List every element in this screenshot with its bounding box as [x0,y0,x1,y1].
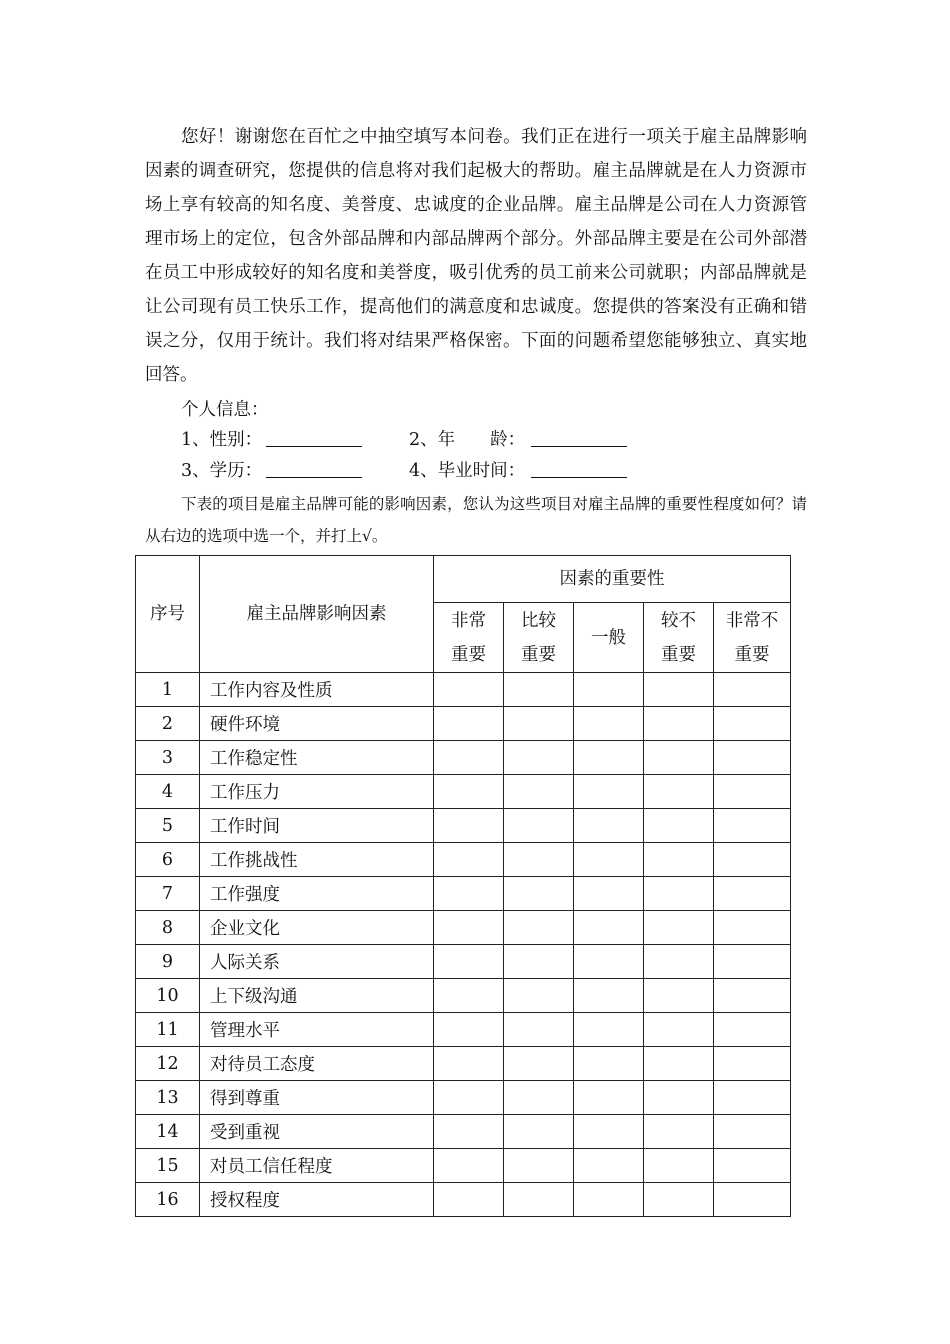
row-factor: 对员工信任程度 [200,1149,434,1183]
rating-cell[interactable] [644,979,714,1013]
rating-cell[interactable] [434,673,504,707]
header-level-1 [434,603,504,673]
rating-cell[interactable] [714,741,791,775]
row-number: 13 [136,1081,200,1115]
rating-cell[interactable] [504,1115,574,1149]
header-level-text: 重要 [734,644,770,665]
table-row [136,945,791,979]
rating-cell[interactable] [504,979,574,1013]
table-row [136,1013,791,1047]
rating-cell[interactable] [504,1047,574,1081]
rating-cell[interactable] [574,707,644,741]
table-row [136,877,791,911]
rating-cell[interactable] [504,741,574,775]
header-level-4 [644,603,714,673]
rating-cell[interactable] [714,979,791,1013]
row-factor: 工作压力 [200,775,434,809]
table-row [136,1081,791,1115]
header-no: 序号 [136,556,200,673]
table-row [136,707,791,741]
rating-cell[interactable] [714,945,791,979]
row-number: 15 [136,1149,200,1183]
rating-cell[interactable] [574,1047,644,1081]
rating-cell[interactable] [504,1081,574,1115]
table-row [136,673,791,707]
rating-cell[interactable] [434,1081,504,1115]
rating-cell[interactable] [504,911,574,945]
rating-cell[interactable] [574,741,644,775]
rating-cell[interactable] [714,877,791,911]
rating-cell[interactable] [504,843,574,877]
rating-cell[interactable] [434,1115,504,1149]
rating-cell[interactable] [434,843,504,877]
rating-cell[interactable] [714,673,791,707]
rating-cell[interactable] [714,1047,791,1081]
header-level-text: 比较 [521,610,556,631]
row-number: 8 [136,911,200,945]
table-row [136,809,791,843]
row-factor: 授权程度 [200,1183,434,1217]
personal-info-title: 个人信息： [181,400,269,420]
rating-cell[interactable] [504,707,574,741]
rating-cell[interactable] [434,979,504,1013]
rating-cell[interactable] [434,1047,504,1081]
rating-cell[interactable] [504,1183,574,1217]
table-row [136,911,791,945]
rating-cell[interactable] [434,1013,504,1047]
rating-cell[interactable] [714,707,791,741]
row-factor: 上下级沟通 [200,979,434,1013]
row-number: 7 [136,877,200,911]
table-row [136,1149,791,1183]
row-number: 14 [136,1115,200,1149]
age-row [409,425,627,455]
rating-cell[interactable] [714,1183,791,1217]
row-factor: 工作内容及性质 [200,673,434,707]
row-factor: 工作强度 [200,877,434,911]
rating-cell[interactable] [644,741,714,775]
row-number: 16 [136,1183,200,1217]
rating-cell[interactable] [434,775,504,809]
rating-cell[interactable] [644,911,714,945]
education-label: 3、学历： [181,461,263,481]
row-number: 11 [136,1013,200,1047]
rating-cell[interactable] [644,1183,714,1217]
table-row [136,1115,791,1149]
factor-table [135,555,791,1217]
rating-cell[interactable] [434,1183,504,1217]
header-importance: 因素的重要性 [434,556,791,603]
rating-cell[interactable] [434,911,504,945]
rating-cell[interactable] [574,979,644,1013]
rating-cell[interactable] [714,843,791,877]
row-number: 2 [136,707,200,741]
table-row [136,775,791,809]
rating-cell[interactable] [644,1047,714,1081]
header-level-2 [504,603,574,673]
rating-cell[interactable] [434,809,504,843]
header-level-text: 重要 [451,644,486,665]
rating-cell[interactable] [714,1013,791,1047]
rating-cell[interactable] [434,707,504,741]
rating-cell[interactable] [574,775,644,809]
gender-row [181,425,362,455]
rating-cell[interactable] [574,843,644,877]
rating-cell[interactable] [504,775,574,809]
header-level-5 [714,603,791,673]
row-number: 6 [136,843,200,877]
age-blank[interactable] [531,428,627,447]
rating-cell[interactable] [644,1081,714,1115]
rating-cell[interactable] [644,945,714,979]
row-factor: 得到尊重 [200,1081,434,1115]
rating-cell[interactable] [434,1149,504,1183]
row-factor: 人际关系 [200,945,434,979]
row-factor: 工作时间 [200,809,434,843]
rating-cell[interactable] [574,877,644,911]
rating-cell[interactable] [714,809,791,843]
rating-cell[interactable] [644,1149,714,1183]
row-number: 4 [136,775,200,809]
row-number: 10 [136,979,200,1013]
rating-cell[interactable] [434,741,504,775]
row-factor: 工作挑战性 [200,843,434,877]
rating-cell[interactable] [714,911,791,945]
header-level-text: 重要 [661,644,696,665]
rating-cell[interactable] [574,1183,644,1217]
graduation-row [409,456,627,486]
instruction-text: 下表的项目是雇主品牌可能的影响因素，您认为这些项目对雇主品牌的重要性程度如何？请从右边的选项中选一个，并打上√。 [145,495,807,545]
rating-cell[interactable] [644,843,714,877]
rating-cell[interactable] [644,673,714,707]
table-row [136,979,791,1013]
header-level-text: 较不 [661,610,696,631]
rating-cell[interactable] [714,1115,791,1149]
rating-cell[interactable] [574,1149,644,1183]
gender-label: 1、性别： [181,430,263,450]
table-row [136,1047,791,1081]
rating-cell[interactable] [434,945,504,979]
row-number: 3 [136,741,200,775]
rating-cell[interactable] [504,809,574,843]
rating-cell[interactable] [714,775,791,809]
rating-cell[interactable] [644,877,714,911]
rating-cell[interactable] [434,877,504,911]
rating-cell[interactable] [574,1115,644,1149]
row-factor: 对待员工态度 [200,1047,434,1081]
rating-cell[interactable] [714,1149,791,1183]
rating-cell[interactable] [644,1013,714,1047]
row-number: 9 [136,945,200,979]
row-number: 12 [136,1047,200,1081]
rating-cell[interactable] [644,707,714,741]
header-level-text: 重要 [521,644,556,665]
row-factor: 企业文化 [200,911,434,945]
row-factor: 受到重视 [200,1115,434,1149]
rating-cell[interactable] [574,1013,644,1047]
rating-cell[interactable] [504,1149,574,1183]
rating-cell[interactable] [644,809,714,843]
header-factor: 雇主品牌影响因素 [200,556,434,673]
rating-cell[interactable] [644,1115,714,1149]
graduation-label: 4、毕业时间： [409,461,526,481]
gender-blank[interactable] [266,428,362,447]
table-row [136,843,791,877]
rating-cell[interactable] [644,775,714,809]
row-factor: 管理水平 [200,1013,434,1047]
rating-cell[interactable] [504,877,574,911]
table-row [136,1183,791,1217]
rating-cell[interactable] [714,1081,791,1115]
age-label: 2、年 龄： [409,430,526,450]
header-level-text: 一般 [591,627,626,648]
rating-cell[interactable] [574,673,644,707]
rating-cell[interactable] [504,1013,574,1047]
intro-paragraph: 您好！谢谢您在百忙之中抽空填写本问卷。我们正在进行一项关于雇主品牌影响因素的调查研究，您提供的信息将对我们起极大的帮助。雇主品牌就是在人力资源市场上享有较高的知名度、美誉度、忠诚度的企业品牌。雇主品牌是公司在人力资源管理市场上的定位，包含外部品牌和内部品牌两个部分。外部品牌主要是在公司外部潜在员工中形成较好的知名度和美誉度，吸引优秀的员工前来公司就职；内部品牌就是让公司现有员工快乐工作，提高他们的满意度和忠诚度。您提供的答案没有正确和错误之分，仅用于统计。我们将对结果严格保密。下面的问题希望您能够独立、真实地回答。 [145,127,807,385]
row-factor: 硬件环境 [200,707,434,741]
rating-cell[interactable] [504,945,574,979]
rating-cell[interactable] [504,673,574,707]
education-row [181,456,362,486]
header-level-3 [574,603,644,673]
row-factor: 工作稳定性 [200,741,434,775]
rating-cell[interactable] [574,1081,644,1115]
rating-cell[interactable] [574,911,644,945]
row-number: 5 [136,809,200,843]
rating-cell[interactable] [574,809,644,843]
education-blank[interactable] [266,459,362,478]
graduation-blank[interactable] [531,459,627,478]
rating-cell[interactable] [574,945,644,979]
header-level-text: 非常不 [725,610,779,631]
table-row [136,741,791,775]
header-level-text: 非常 [451,610,486,631]
row-number: 1 [136,673,200,707]
